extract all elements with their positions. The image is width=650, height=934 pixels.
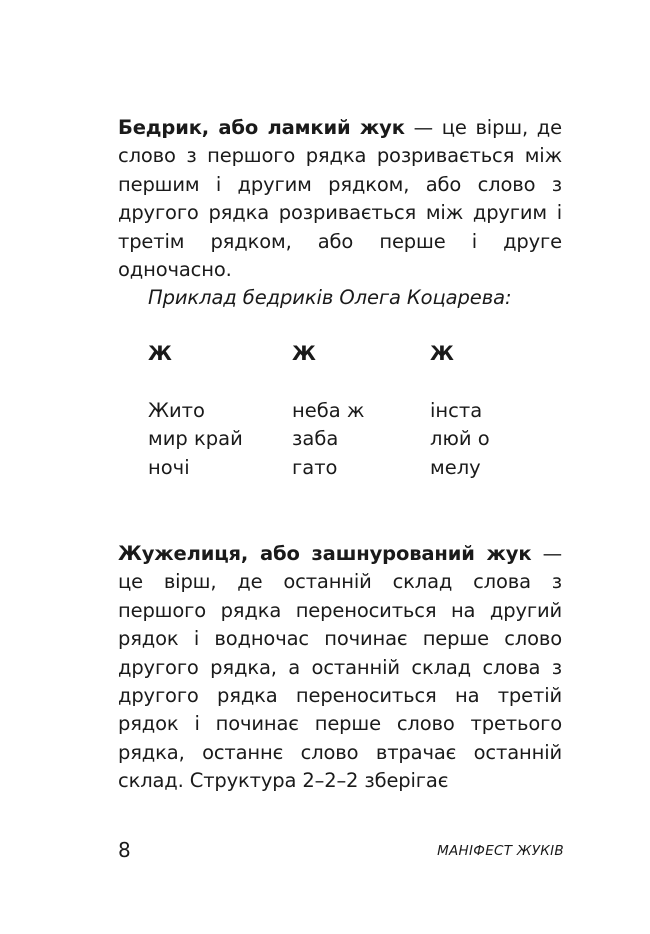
poem-line: неба ж xyxy=(292,398,365,422)
poem-title: Ж xyxy=(430,342,454,365)
term-bedryk: Бедрик, або ламкий жук xyxy=(118,116,405,139)
paragraph-zhuzhelytsia xyxy=(118,540,562,796)
poem-line: мир край xyxy=(148,427,243,451)
definition-zhuzhelytsia: — це вірш, де останній склад слова з першого рядка переноситься на другий рядок і водночас починає перше слово другого рядка, а останній склад слова з другого рядка переноситься на третій рядок і починає перше слово третього рядка, останнє слово втрачає останній склад. Структура 2–2–2 зберігає xyxy=(118,542,562,793)
poem-line: мелу xyxy=(430,455,481,479)
poem-line: заба xyxy=(292,427,339,451)
poem-2 xyxy=(292,340,365,482)
poem-line: інста xyxy=(430,398,483,422)
poem-title: Ж xyxy=(292,342,316,365)
poem-1 xyxy=(148,340,243,482)
example-caption: Приклад бедриків Олега Коцарева: xyxy=(148,286,512,309)
poem-title: Ж xyxy=(148,342,172,365)
page-number: 8 xyxy=(118,838,131,862)
definition-bedryk: — це вірш, де слово з першого рядка розривається між першим і другим рядком, або слово з другого рядка розривається між другим і третім рядком, або перше і друге одночасно. xyxy=(118,116,562,282)
poem-line: люй о xyxy=(430,427,490,451)
paragraph-bedryk xyxy=(118,114,562,284)
poem-line: ночі xyxy=(148,455,190,479)
poem-3 xyxy=(430,340,490,482)
poem-line: Жито xyxy=(148,398,205,422)
term-zhuzhelytsia: Жужелиця, або зашнурований жук xyxy=(118,542,532,565)
running-head: МАНІФЕСТ ЖУКІВ xyxy=(437,843,564,859)
poem-line: гато xyxy=(292,455,338,479)
